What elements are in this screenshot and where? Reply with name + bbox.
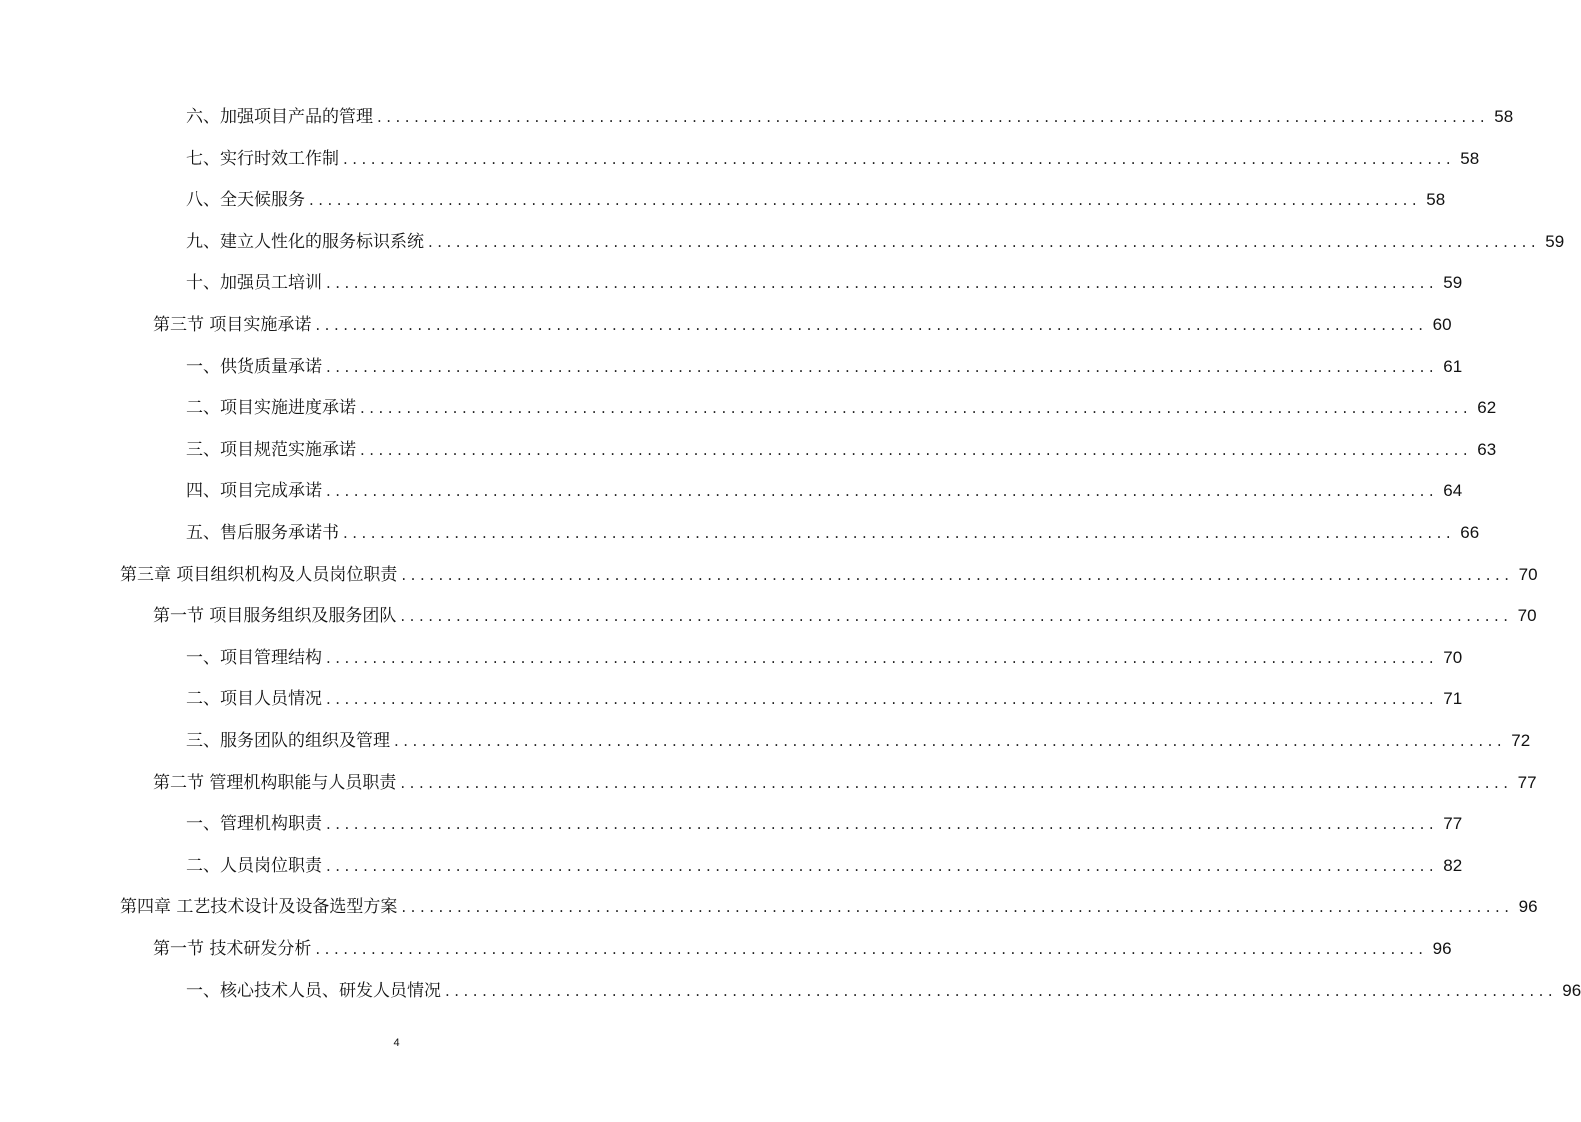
toc-entry-page: 70 bbox=[1518, 564, 1538, 584]
dot-leader: ........................................................................................................................ bbox=[326, 815, 1439, 834]
toc-entry[interactable] bbox=[153, 932, 1452, 966]
toc-entry-title: 九、建立人性化的服务标识系统 bbox=[186, 231, 424, 252]
toc-entry-title: 二、项目人员情况 bbox=[186, 689, 322, 710]
toc-entry-title: 一、供货质量承诺 bbox=[186, 356, 322, 377]
toc-entry-title: 五、售后服务承诺书 bbox=[186, 523, 339, 543]
dot-leader: ........................................................................................................................ bbox=[326, 856, 1439, 875]
toc-entry[interactable] bbox=[186, 433, 1497, 467]
dot-leader: ........................................................................................................................ bbox=[401, 565, 1514, 584]
toc-entry[interactable] bbox=[186, 849, 1463, 883]
toc-entry[interactable] bbox=[186, 682, 1463, 716]
toc-entry[interactable] bbox=[186, 516, 1480, 550]
toc-entry-page: 64 bbox=[1443, 481, 1463, 501]
toc-entry-title: 一、管理机构职责 bbox=[186, 814, 322, 835]
toc-entry-title: 第二节 管理机构职能与人员职责 bbox=[153, 772, 397, 793]
toc-entry-page: 96 bbox=[1518, 897, 1538, 917]
toc-entry[interactable] bbox=[186, 100, 1514, 134]
toc-entry-page: 96 bbox=[1432, 939, 1452, 958]
toc-entry[interactable] bbox=[120, 558, 1538, 592]
toc-entry[interactable] bbox=[186, 225, 1565, 259]
toc-entry-title: 第四章 工艺技术设计及设备选型方案 bbox=[120, 897, 398, 918]
dot-leader: ........................................................................................................................ bbox=[400, 773, 1513, 792]
toc-entry-title: 第一节 技术研发分析 bbox=[153, 939, 312, 959]
toc-entry-page: 58 bbox=[1426, 190, 1446, 210]
dot-leader: ........................................................................................................................ bbox=[326, 482, 1439, 501]
toc-entry-title: 十、加强员工培训 bbox=[186, 273, 322, 294]
toc-entry-page: 63 bbox=[1477, 439, 1497, 459]
toc-entry[interactable] bbox=[186, 391, 1497, 425]
dot-leader: ........................................................................................................................ bbox=[326, 357, 1439, 376]
toc-entry[interactable] bbox=[186, 807, 1463, 841]
toc-entry-title: 二、人员岗位职责 bbox=[186, 855, 322, 876]
toc-entry-page: 96 bbox=[1562, 980, 1581, 1000]
toc-entry-page: 59 bbox=[1443, 273, 1463, 293]
dot-leader: ........................................................................................................................ bbox=[428, 232, 1541, 251]
toc-entry[interactable] bbox=[153, 766, 1537, 800]
dot-leader: ........................................................................................................................ bbox=[401, 898, 1514, 917]
toc-entry-title: 第三节 项目实施承诺 bbox=[153, 315, 312, 335]
toc-entry[interactable] bbox=[153, 599, 1537, 633]
dot-leader: ........................................................................................................................ bbox=[326, 690, 1439, 709]
toc-entry-title: 三、服务团队的组织及管理 bbox=[186, 731, 390, 751]
dot-leader: ........................................................................................................................ bbox=[360, 399, 1473, 418]
toc-entry-page: 70 bbox=[1517, 606, 1537, 626]
toc-entry-page: 59 bbox=[1545, 231, 1565, 251]
toc-entry[interactable] bbox=[153, 308, 1452, 342]
dot-leader: ........................................................................................................................ bbox=[343, 524, 1456, 542]
dot-leader: ........................................................................................................................ bbox=[315, 316, 1428, 334]
dot-leader: ........................................................................................................................ bbox=[377, 108, 1490, 126]
dot-leader: ........................................................................................................................ bbox=[309, 191, 1422, 210]
dot-leader: ........................................................................................................................ bbox=[326, 274, 1439, 293]
toc-entry-page: 77 bbox=[1443, 814, 1463, 834]
dot-leader: ........................................................................................................................ bbox=[315, 940, 1428, 958]
toc-entry-page: 71 bbox=[1443, 689, 1463, 709]
toc-entry[interactable] bbox=[186, 974, 1581, 1008]
toc-entry[interactable] bbox=[186, 724, 1531, 758]
toc-entry-title: 二、项目实施进度承诺 bbox=[186, 398, 356, 419]
toc-entry-page: 58 bbox=[1494, 107, 1514, 126]
toc-entry-title: 七、实行时效工作制 bbox=[186, 148, 339, 169]
toc-entry-page: 60 bbox=[1432, 315, 1452, 334]
toc-entry-page: 62 bbox=[1477, 398, 1497, 418]
toc-entry[interactable] bbox=[186, 183, 1446, 217]
toc-entry[interactable] bbox=[186, 350, 1463, 384]
toc-entry[interactable] bbox=[186, 266, 1463, 300]
toc-entry[interactable] bbox=[120, 890, 1538, 924]
dot-leader: ........................................................................................................................ bbox=[394, 732, 1507, 750]
toc-entry-page: 70 bbox=[1443, 647, 1463, 667]
dot-leader: ........................................................................................................................ bbox=[400, 607, 1513, 626]
toc-entry-title: 四、项目完成承诺 bbox=[186, 481, 322, 502]
dot-leader: ........................................................................................................................ bbox=[360, 440, 1473, 459]
toc-entry-title: 第一节 项目服务组织及服务团队 bbox=[153, 606, 397, 627]
dot-leader: ........................................................................................................................ bbox=[326, 648, 1439, 667]
toc-entry-title: 第三章 项目组织机构及人员岗位职责 bbox=[120, 564, 398, 585]
page-number: 4 bbox=[393, 1037, 400, 1049]
toc-entry[interactable] bbox=[186, 142, 1480, 176]
toc-entry-title: 一、项目管理结构 bbox=[186, 647, 322, 668]
toc-entry-title: 六、加强项目产品的管理 bbox=[186, 107, 373, 127]
toc-entry-title: 八、全天候服务 bbox=[186, 190, 305, 211]
toc-entry[interactable] bbox=[186, 474, 1463, 508]
toc-entry-page: 72 bbox=[1511, 731, 1531, 750]
dot-leader: ........................................................................................................................ bbox=[343, 149, 1456, 168]
toc-entry-title: 三、项目规范实施承诺 bbox=[186, 439, 356, 460]
toc-entry-title: 一、核心技术人员、研发人员情况 bbox=[186, 980, 441, 1001]
toc-entry-page: 66 bbox=[1460, 523, 1480, 542]
toc-entry-page: 77 bbox=[1517, 772, 1537, 792]
toc-entry-page: 58 bbox=[1460, 148, 1480, 168]
toc-entry-page: 82 bbox=[1443, 855, 1463, 875]
toc-entry[interactable] bbox=[186, 641, 1463, 675]
dot-leader: ........................................................................................................................ bbox=[445, 981, 1558, 1000]
toc-entry-page: 61 bbox=[1443, 356, 1463, 376]
